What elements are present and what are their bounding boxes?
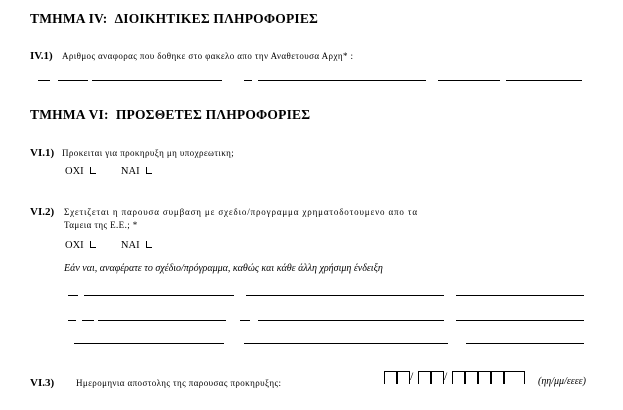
date-month-digit-1[interactable] bbox=[418, 371, 431, 384]
section-iv-title: ΤΜΗΜΑ IV: bbox=[30, 11, 108, 26]
vi1-no-label: ΟΧΙ bbox=[65, 166, 84, 177]
date-separator-1: / bbox=[410, 369, 414, 383]
date-year-digit-4[interactable] bbox=[491, 371, 504, 384]
vi2-no-label: ΟΧΙ bbox=[65, 240, 84, 251]
date-day-digit-2[interactable] bbox=[397, 371, 410, 384]
date-year-digit-3[interactable] bbox=[478, 371, 491, 384]
vi1-choices bbox=[65, 166, 152, 177]
date-month-digit-2[interactable] bbox=[431, 371, 444, 384]
section-vi-title: ΤΜΗΜΑ VI: bbox=[30, 107, 109, 122]
vi2-choices bbox=[65, 240, 152, 251]
vi2-yes-option[interactable] bbox=[121, 240, 152, 251]
section-vi-subtitle: ΠΡΟΣΘΕΤΕΣ ΠΛΗΡΟΦΟΡΙΕΣ bbox=[115, 107, 311, 122]
vi2-no-option[interactable] bbox=[65, 240, 96, 251]
item-iv1-number: IV.1) bbox=[30, 50, 53, 62]
item-vi2-number: VI.2) bbox=[30, 206, 55, 218]
date-format-hint: (ηη/μμ/εεεε) bbox=[538, 376, 586, 387]
item-vi2-label-line1: Σχετιζεται η παρουσα συμβαση με σχεδιο/προγραμμα χρηματοδοτουμενο απο τα bbox=[64, 207, 418, 217]
item-vi2-label-line2: Ταμεια της Ε.Ε.; * bbox=[64, 220, 138, 230]
vi2-yes-checkbox[interactable] bbox=[146, 241, 152, 248]
section-iv-heading bbox=[30, 11, 318, 27]
date-day-digit-1[interactable] bbox=[384, 371, 397, 384]
vi1-no-option[interactable] bbox=[65, 166, 96, 177]
section-vi-heading bbox=[30, 107, 310, 123]
vi1-no-checkbox[interactable] bbox=[90, 167, 96, 174]
vi1-yes-label: ΝΑΙ bbox=[120, 166, 140, 177]
item-vi3-label: Ημερομηνια αποστολης της παρουσας προκηρυξης: bbox=[76, 378, 282, 388]
vi1-yes-checkbox[interactable] bbox=[146, 167, 152, 174]
item-vi1-label: Προκειται για προκηρυξη μη υποχρεωτικη; bbox=[62, 148, 235, 158]
date-separator-2: / bbox=[444, 369, 448, 383]
vi1-yes-option[interactable] bbox=[121, 166, 152, 177]
vi2-no-checkbox[interactable] bbox=[90, 241, 96, 248]
vi2-yes-label: ΝΑΙ bbox=[120, 240, 140, 251]
date-year-digit-1[interactable] bbox=[452, 371, 465, 384]
item-iv1-label: Αριθμος αναφορας που δοθηκε στο φακελο απο την Αναθετουσα Αρχη* : bbox=[62, 51, 354, 61]
date-year-extra-box[interactable] bbox=[504, 371, 525, 384]
section-iv-subtitle: ΔΙΟΙΚΗΤΙΚΕΣ ΠΛΗΡΟΦΟΡΙΕΣ bbox=[114, 11, 319, 26]
item-vi3-number: VI.3) bbox=[30, 377, 55, 389]
vi2-hint-text: Εάν ναι, αναφέρατε το σχέδιο/πρόγραμμα, καθώς και κάθε άλλη χρήσιμη ένδειξη bbox=[64, 263, 383, 274]
date-year-digit-2[interactable] bbox=[465, 371, 478, 384]
item-vi1-number: VI.1) bbox=[30, 147, 55, 159]
